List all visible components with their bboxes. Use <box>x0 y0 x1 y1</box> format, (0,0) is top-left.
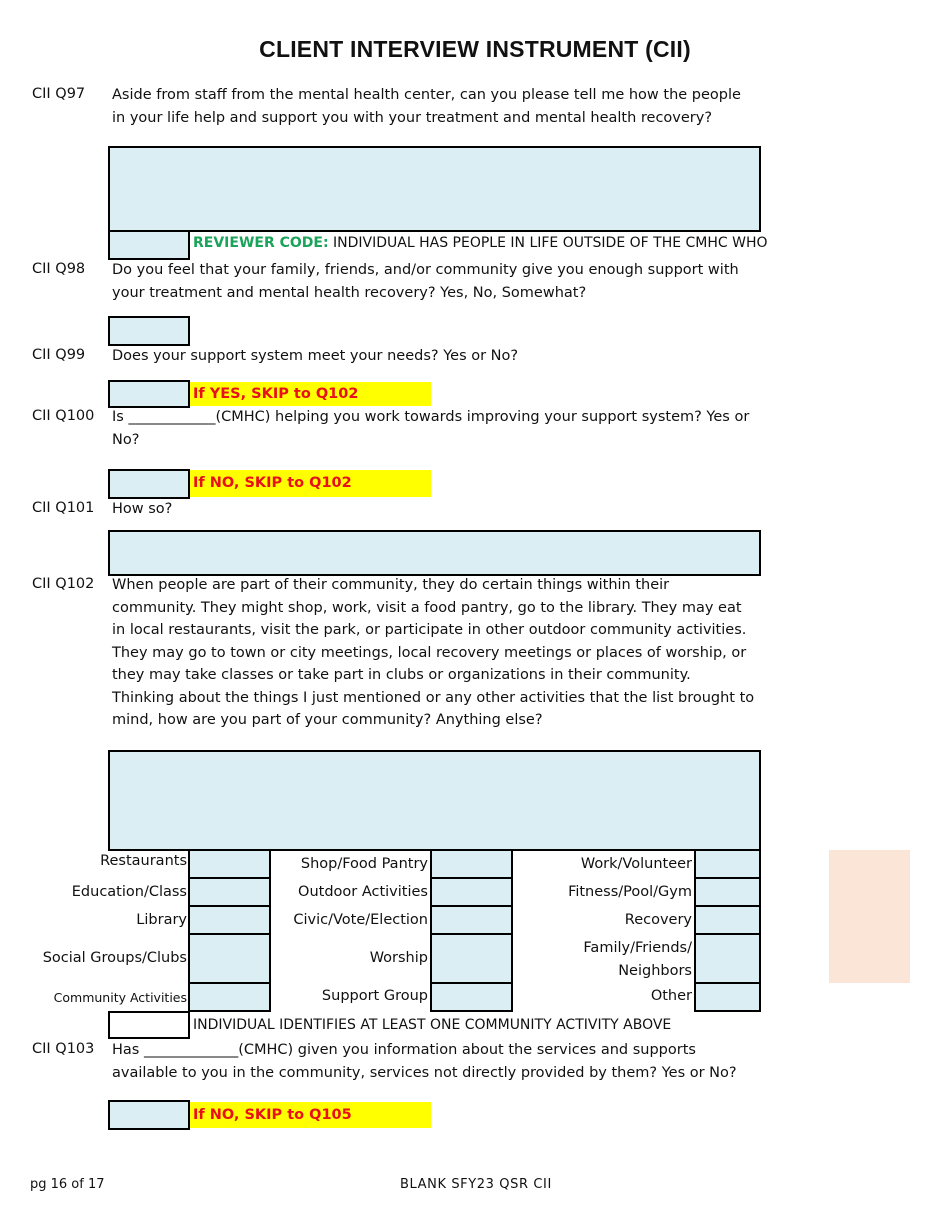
activity-label-outdoor-activities: Outdoor Activities <box>298 884 428 900</box>
activity-label-civic-vote: Civic/Vote/Election <box>293 912 428 928</box>
reviewer-code-line <box>193 233 768 253</box>
answer-box-q97[interactable] <box>108 146 761 232</box>
question-id-q101: CII Q101 <box>32 500 95 516</box>
skip-instruction-q99: If YES, SKIP to Q102 <box>190 382 431 406</box>
reviewer-code-box-q97[interactable] <box>108 230 190 260</box>
activity-checkbox-library[interactable] <box>188 905 271 935</box>
answer-box-q99[interactable] <box>108 380 190 408</box>
activity-checkbox-civic-vote[interactable] <box>430 905 513 935</box>
document-name: BLANK SFY23 QSR CII <box>400 1177 552 1192</box>
question-text-q101: How so? <box>112 501 173 517</box>
activity-checkbox-recovery[interactable] <box>694 905 761 935</box>
question-id-q103: CII Q103 <box>32 1041 95 1057</box>
question-id-q102: CII Q102 <box>32 576 95 592</box>
activity-label-worship: Worship <box>369 950 428 966</box>
question-text-q98: Do you feel that your family, friends, and/or community give you enough support with your treatment and mental health recovery? Yes, No, Somewhat? <box>112 262 739 301</box>
activity-checkbox-outdoor-activities[interactable] <box>430 877 513 907</box>
community-activity-summary-box[interactable] <box>108 1011 190 1039</box>
skip-instruction-q103: If NO, SKIP to Q105 <box>190 1102 431 1128</box>
activity-checkbox-worship[interactable] <box>430 933 513 984</box>
activity-label-shop-food-pantry: Shop/Food Pantry <box>300 856 428 872</box>
activity-checkbox-family-friends[interactable] <box>694 933 761 984</box>
activity-label-education: Education/Class <box>71 884 187 900</box>
question-id-q98: CII Q98 <box>32 261 86 277</box>
question-text-q97: Aside from staff from the mental health center, can you please tell me how the people in your life help and support you with your treatment and mental health recovery? <box>112 87 741 126</box>
activity-label-community-activities: Community Activities <box>53 990 187 1005</box>
activity-label-work-volunteer: Work/Volunteer <box>580 856 692 872</box>
side-panel <box>829 850 910 983</box>
community-activity-summary-text: INDIVIDUAL IDENTIFIES AT LEAST ONE COMMUNITY ACTIVITY ABOVE <box>193 1017 672 1033</box>
activity-checkbox-other[interactable] <box>694 982 761 1012</box>
question-text-q100: Is ____________(CMHC) helping you work towards improving your support system? Yes or No? <box>112 409 750 448</box>
activity-label-social-groups: Social Groups/Clubs <box>42 950 187 966</box>
activity-checkbox-education[interactable] <box>188 877 271 907</box>
activity-checkbox-social-groups[interactable] <box>188 933 271 984</box>
page-title: CLIENT INTERVIEW INSTRUMENT (CII) <box>259 36 691 62</box>
answer-box-q102[interactable] <box>108 750 761 851</box>
reviewer-code-label: REVIEWER CODE: <box>193 235 329 251</box>
activity-label-library: Library <box>136 912 187 928</box>
question-text-q103: Has _____________(CMHC) given you information about the services and supports available to you in the community, services not directly provided by them? Yes or No? <box>112 1042 737 1081</box>
reviewer-code-text: INDIVIDUAL HAS PEOPLE IN LIFE OUTSIDE OF THE CMHC WHO <box>328 235 768 251</box>
question-text-q102: When people are part of their community, they do certain things within their community. They might shop, work, visit a food pantry, go to the library. They may eat in local restaurants, visit the park, or participate in other outdoor community activities. They may go to town or city meetings, local recovery meetings or places of worship, or they may take classes or take part in clubs or organizations in their community. Thinking about the things I just mentioned or any other activities that the list brought to mind, how are you part of your community? Anything else? <box>112 577 755 728</box>
activity-checkbox-community-activities[interactable] <box>188 982 271 1012</box>
activity-label-recovery: Recovery <box>624 912 692 928</box>
activity-checkbox-fitness[interactable] <box>694 877 761 907</box>
activity-label-fitness: Fitness/Pool/Gym <box>568 884 692 900</box>
question-id-q99: CII Q99 <box>32 347 86 363</box>
question-id-q100: CII Q100 <box>32 408 95 424</box>
skip-instruction-q100: If NO, SKIP to Q102 <box>190 470 431 497</box>
activity-label-support-group: Support Group <box>321 988 428 1004</box>
question-text-q99: Does your support system meet your needs? Yes or No? <box>112 348 519 364</box>
question-id-q97: CII Q97 <box>32 86 86 102</box>
activity-label-restaurants: Restaurants <box>100 853 187 869</box>
activity-checkbox-work-volunteer[interactable] <box>694 849 761 879</box>
activity-checkbox-restaurants[interactable] <box>188 849 271 879</box>
page-number: pg 16 of 17 <box>30 1177 105 1192</box>
activity-label-family-friends: Family/Friends/ Neighbors <box>583 940 692 979</box>
activity-checkbox-shop-food-pantry[interactable] <box>430 849 513 879</box>
answer-box-q103[interactable] <box>108 1100 190 1130</box>
answer-box-q101[interactable] <box>108 530 761 576</box>
answer-box-q98[interactable] <box>108 316 190 346</box>
answer-box-q100[interactable] <box>108 469 190 499</box>
activity-label-other: Other <box>650 988 692 1004</box>
activity-checkbox-support-group[interactable] <box>430 982 513 1012</box>
